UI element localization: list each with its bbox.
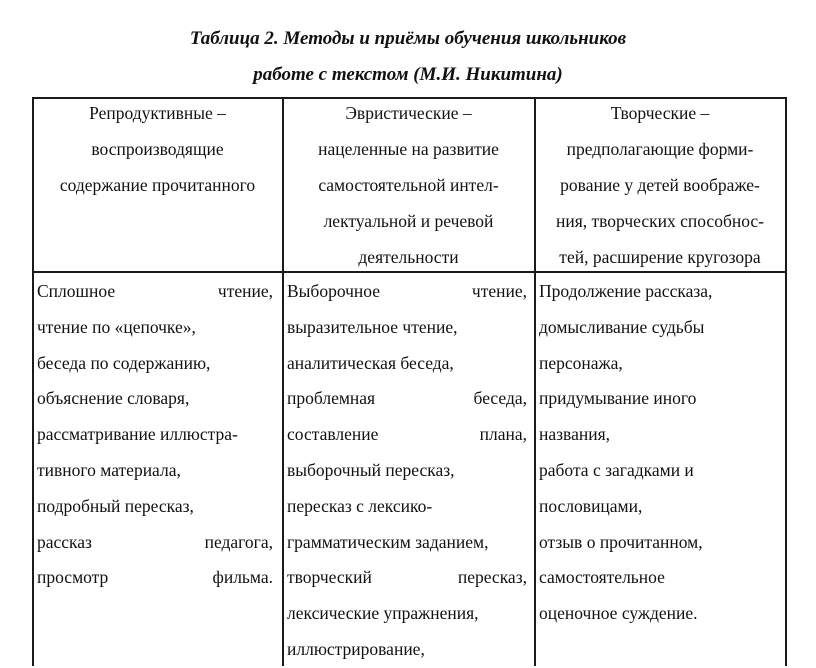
method-text-word: фильма. (212, 567, 273, 588)
method-text-line (37, 525, 273, 561)
header-cell-reproductive (33, 95, 282, 203)
header-text-line: Репродуктивные – (89, 103, 226, 123)
table-title-line-2: работе с текстом (М.И. Никитина) (253, 64, 563, 85)
method-text-line (287, 274, 527, 310)
method-text-line: грамматическим заданием, (287, 531, 489, 552)
method-text-line: оценочное суждение. (539, 603, 698, 624)
method-text-line: персонажа, (539, 352, 623, 373)
method-text-line: иллюстрирование, (287, 638, 425, 659)
method-text-word: пересказ, (457, 567, 527, 588)
method-text-line: Продолжение рассказа, (539, 281, 713, 301)
method-text-line: самостоятельное (539, 567, 665, 588)
method-text-line (287, 417, 527, 453)
method-text-word: творческий (287, 567, 372, 588)
table-right-border (785, 97, 787, 666)
method-text-line: работа с загадками и (539, 459, 694, 480)
method-text-word: Сплошное (37, 281, 116, 301)
method-text-line: лексические упражнения, (287, 603, 479, 624)
header-text-line: Творческие – (610, 103, 710, 123)
body-cell-heuristic-methods (287, 274, 527, 668)
header-text-line: рование у детей воображе- (560, 175, 760, 195)
method-text-word: педагога, (204, 531, 273, 552)
header-text-line: деятельности (358, 247, 459, 267)
method-text-line: пересказ с лексико- (287, 495, 433, 516)
header-text-line: Эвристические – (345, 103, 472, 123)
table-title-line-1: Таблица 2. Методы и приёмы обучения школьников (189, 28, 627, 49)
method-text-word: плана, (479, 424, 527, 445)
method-text-line (287, 560, 527, 596)
method-text-line (37, 274, 273, 310)
method-text-line: аналитическая беседа, (287, 352, 454, 373)
header-cell-heuristic (283, 95, 534, 275)
method-text-line: выборочный пересказ, (287, 459, 455, 480)
method-text-word: чтение, (217, 281, 273, 301)
method-text-line (37, 560, 273, 596)
method-text-word: просмотр (37, 567, 109, 588)
method-text-line: выразительное чтение, (287, 316, 458, 337)
method-text-line: подробный пересказ, (37, 495, 194, 516)
method-text-line: беседа по содержанию, (37, 352, 211, 373)
header-text-line: ния, творческих способнос- (555, 211, 765, 231)
method-text-line: домысливание судьбы (539, 316, 705, 337)
method-text-line: тивного материала, (37, 459, 181, 480)
method-text-word: беседа, (473, 388, 527, 409)
method-text-word: рассказ (37, 531, 92, 552)
method-text-word: чтение, (471, 281, 527, 301)
method-text-line: пословицами, (539, 495, 643, 516)
body-cell-creative-methods (539, 274, 779, 632)
method-text-line: названия, (539, 424, 610, 445)
method-text-line: чтение по «цепочке», (37, 316, 196, 337)
header-text-line: тей, расширение кругозора (559, 247, 761, 267)
method-text-line: отзыв о прочитанном, (539, 531, 703, 552)
method-text-line: объяснение словаря, (37, 388, 190, 409)
header-text-line: лектуальной и речевой (323, 211, 494, 231)
header-text-line: самостоятельной интел- (318, 175, 499, 195)
header-text-line: предполагающие форми- (566, 139, 754, 159)
body-cell-reproductive-methods (37, 274, 273, 596)
method-text-line (287, 381, 527, 417)
method-text-word: Выборочное (287, 281, 381, 301)
method-text-word: проблемная (287, 388, 376, 409)
method-text-word: составление (287, 424, 379, 445)
method-text-line: рассматривание иллюстра- (37, 424, 238, 445)
header-cell-creative (535, 95, 785, 275)
header-text-line: воспроизводящие (91, 139, 224, 159)
header-text-line: нацеленные на развитие (318, 139, 499, 159)
method-text-line: придумывание иного (539, 388, 697, 409)
header-text-line: содержание прочитанного (59, 175, 256, 195)
